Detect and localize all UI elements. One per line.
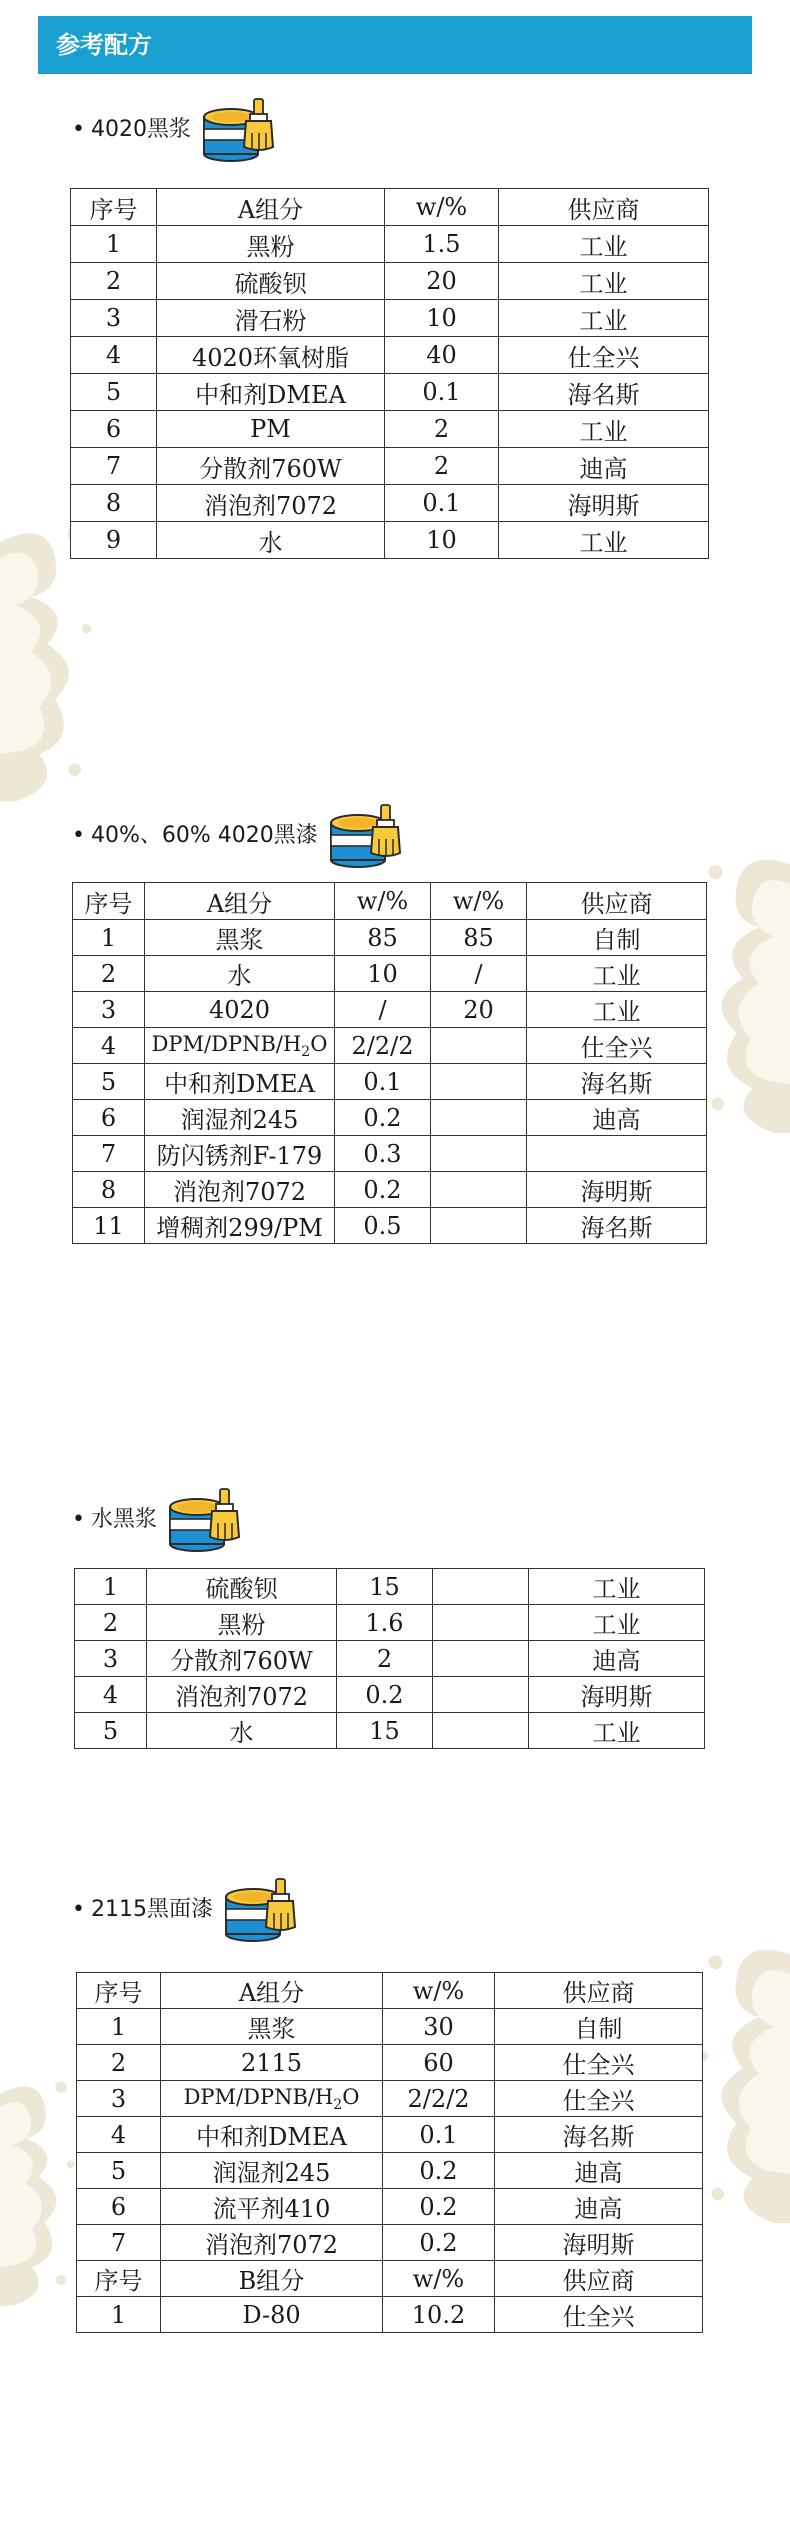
- table-header-cell: 供应商: [527, 883, 707, 920]
- formula-table-black-topcoat: [76, 1972, 703, 2333]
- table-cell: 工业: [527, 956, 707, 992]
- table-cell: 1: [71, 226, 157, 263]
- table-cell: 海名斯: [527, 1208, 707, 1244]
- table-cell: 0.5: [335, 1208, 431, 1244]
- table-row: [71, 411, 709, 448]
- table-cell: 消泡剂7072: [147, 1677, 337, 1713]
- table-row: [77, 2297, 703, 2333]
- table-cell: [431, 1100, 527, 1136]
- table-row: [75, 1677, 705, 1713]
- table-cell: [433, 1677, 529, 1713]
- table-cell: 1: [75, 1569, 147, 1605]
- table-cell: 2: [75, 1605, 147, 1641]
- table-cell: 自制: [527, 920, 707, 956]
- formula-table-black-paint: [72, 882, 707, 1244]
- table-cell: 仕全兴: [495, 2297, 703, 2333]
- table-cell: 0.2: [337, 1677, 433, 1713]
- table-cell: 10.2: [383, 2297, 495, 2333]
- table-cell: 7: [77, 2225, 161, 2261]
- table-row: [77, 2009, 703, 2045]
- table-cell: 海明斯: [529, 1677, 705, 1713]
- paint-can-brush-icon: [165, 1487, 249, 1553]
- table-cell: 黑浆: [161, 2009, 383, 2045]
- table-cell: [431, 1136, 527, 1172]
- table-cell: 9: [71, 522, 157, 559]
- table-cell: 6: [71, 411, 157, 448]
- table-cell: 0.1: [383, 2117, 495, 2153]
- table-row: [71, 448, 709, 485]
- table-cell: 黑粉: [147, 1605, 337, 1641]
- table-row: [71, 337, 709, 374]
- table-row: [75, 1641, 705, 1677]
- table-cell: 0.2: [335, 1172, 431, 1208]
- table-cell: [433, 1605, 529, 1641]
- table-cell: 黑浆: [145, 920, 335, 956]
- table-cell: 7: [73, 1136, 145, 1172]
- table-row: [75, 1569, 705, 1605]
- table-header-row: [77, 1973, 703, 2009]
- table-row: [71, 485, 709, 522]
- table-cell: 15: [337, 1569, 433, 1605]
- formula-table-water-black-paste: [74, 1568, 705, 1749]
- table-cell: 60: [383, 2045, 495, 2081]
- table-cell: 消泡剂7072: [145, 1172, 335, 1208]
- table-cell: 1: [73, 920, 145, 956]
- table-header-cell: 序号: [77, 1973, 161, 2009]
- paint-can-brush-icon: [221, 1877, 305, 1943]
- table-cell: [431, 1172, 527, 1208]
- table-cell: 85: [431, 920, 527, 956]
- table-cell: 水: [147, 1713, 337, 1749]
- table-cell: 消泡剂7072: [161, 2225, 383, 2261]
- table-cell: 4: [73, 1028, 145, 1064]
- table-cell: 0.2: [383, 2189, 495, 2225]
- table-row: [73, 920, 707, 956]
- table-cell: 1.5: [385, 226, 499, 263]
- table-cell: 海名斯: [527, 1064, 707, 1100]
- table-cell: 中和剂DMEA: [161, 2117, 383, 2153]
- table-header-cell: w/%: [383, 2261, 495, 2297]
- table-cell: 0.1: [385, 485, 499, 522]
- table-cell: 海明斯: [527, 1172, 707, 1208]
- table-header-cell: 序号: [77, 2261, 161, 2297]
- table-row: [73, 1028, 707, 1064]
- table-cell: 4: [75, 1677, 147, 1713]
- formula-table-black-paste: [70, 188, 709, 559]
- table-cell: 10: [335, 956, 431, 992]
- table-row: [75, 1713, 705, 1749]
- table-row: [73, 956, 707, 992]
- table-row: [71, 263, 709, 300]
- table-cell: DPM/$DPNB/H_2O$: [145, 1028, 335, 1064]
- table-cell: DPM/$DPNB/H_2O$: [161, 2081, 383, 2117]
- table-cell: 中和剂DMEA: [145, 1064, 335, 1100]
- table-cell: 工业: [527, 992, 707, 1028]
- table-cell: 仕全兴: [495, 2081, 703, 2117]
- table-cell: [431, 1208, 527, 1244]
- table-cell: 增稠剂299/PM: [145, 1208, 335, 1244]
- section-title-black-topcoat: • 2115黑面漆: [72, 1880, 305, 1940]
- table-cell: 海名斯: [499, 374, 709, 411]
- paint-can-brush-icon: [326, 803, 410, 869]
- table-cell: 工业: [499, 411, 709, 448]
- table-row: [75, 1605, 705, 1641]
- table-cell: 8: [73, 1172, 145, 1208]
- table-cell: 15: [337, 1713, 433, 1749]
- table-cell: 2/2/2: [335, 1028, 431, 1064]
- table-cell: 0.1: [385, 374, 499, 411]
- table-cell: 仕全兴: [527, 1028, 707, 1064]
- table-row: [73, 1064, 707, 1100]
- table-cell: 仕全兴: [495, 2045, 703, 2081]
- table-row: [73, 1208, 707, 1244]
- table-cell: /: [431, 956, 527, 992]
- table-cell: 分散剂760W: [157, 448, 385, 485]
- paint-can-brush-icon: [199, 97, 283, 163]
- table-cell: 海名斯: [495, 2117, 703, 2153]
- table-cell: 1: [77, 2297, 161, 2333]
- table-header-cell: 序号: [73, 883, 145, 920]
- table-row: [77, 2153, 703, 2189]
- table-cell: 3: [71, 300, 157, 337]
- section-title-label: 4020黑浆: [90, 117, 191, 142]
- table-row: [71, 522, 709, 559]
- table-cell: 1: [77, 2009, 161, 2045]
- table-row: [71, 374, 709, 411]
- table-cell: 滑石粉: [157, 300, 385, 337]
- table-row: [73, 1172, 707, 1208]
- table-row: [77, 2081, 703, 2117]
- table-cell: 工业: [529, 1713, 705, 1749]
- table-header-cell: w/%: [385, 189, 499, 226]
- table-header-cell: A组分: [161, 1973, 383, 2009]
- table-cell: 2: [73, 956, 145, 992]
- table-header-cell: A组分: [157, 189, 385, 226]
- table-cell: 5: [77, 2153, 161, 2189]
- table-cell: 润湿剂245: [161, 2153, 383, 2189]
- table-header-cell: w/%: [431, 883, 527, 920]
- table-cell: 海明斯: [499, 485, 709, 522]
- table-cell: 工业: [529, 1569, 705, 1605]
- table-cell: 2/2/2: [383, 2081, 495, 2117]
- table-header-cell: A组分: [145, 883, 335, 920]
- table-cell: 5: [73, 1064, 145, 1100]
- table-cell: 4020: [145, 992, 335, 1028]
- table-cell: 4: [71, 337, 157, 374]
- table-cell: 2115: [161, 2045, 383, 2081]
- table-cell: 6: [73, 1100, 145, 1136]
- table-cell: [431, 1028, 527, 1064]
- table-cell: 水: [145, 956, 335, 992]
- table-row: [77, 2225, 703, 2261]
- table-row: [77, 2045, 703, 2081]
- table-cell: 2: [71, 263, 157, 300]
- table-cell: 流平剂410: [161, 2189, 383, 2225]
- table-cell: 4020环氧树脂: [157, 337, 385, 374]
- table-row: [71, 226, 709, 263]
- table-cell: 仕全兴: [499, 337, 709, 374]
- table-cell: 工业: [529, 1605, 705, 1641]
- table-header-cell: w/%: [383, 1973, 495, 2009]
- table-cell: 5: [75, 1713, 147, 1749]
- table-cell: 消泡剂7072: [157, 485, 385, 522]
- table-cell: 5: [71, 374, 157, 411]
- table-row: [73, 1136, 707, 1172]
- table-cell: 0.1: [335, 1064, 431, 1100]
- table-cell: 迪高: [529, 1641, 705, 1677]
- table-cell: 工业: [499, 522, 709, 559]
- table-cell: 润湿剂245: [145, 1100, 335, 1136]
- table-row: [77, 2117, 703, 2153]
- table-header-cell: 序号: [71, 189, 157, 226]
- table-cell: 0.2: [383, 2153, 495, 2189]
- section-title-label: 水黑浆: [90, 1507, 157, 1532]
- table-cell: [433, 1641, 529, 1677]
- table-cell: 85: [335, 920, 431, 956]
- table-cell: [433, 1713, 529, 1749]
- table-cell: 0.2: [335, 1100, 431, 1136]
- table-cell: 自制: [495, 2009, 703, 2045]
- table-cell: 10: [385, 522, 499, 559]
- page-header: 参考配方: [38, 16, 752, 74]
- table-cell: 0.2: [383, 2225, 495, 2261]
- table-cell: 2: [337, 1641, 433, 1677]
- table-cell: 迪高: [499, 448, 709, 485]
- table-cell: 2: [385, 448, 499, 485]
- table-cell: D-80: [161, 2297, 383, 2333]
- table-header-cell: w/%: [335, 883, 431, 920]
- table-cell: 2: [77, 2045, 161, 2081]
- section-title-black-paint: • 40%、60% 4020黑漆: [72, 806, 410, 866]
- table-cell: PM: [157, 411, 385, 448]
- table-cell: 迪高: [495, 2189, 703, 2225]
- table-cell: 工业: [499, 263, 709, 300]
- table-cell: 3: [77, 2081, 161, 2117]
- table-cell: 30: [383, 2009, 495, 2045]
- section-title-black-paste: • 4020黑浆: [72, 100, 283, 160]
- table-cell: 0.3: [335, 1136, 431, 1172]
- table-cell: 硫酸钡: [147, 1569, 337, 1605]
- table-header-cell: 供应商: [495, 2261, 703, 2297]
- table-header-cell: 供应商: [495, 1973, 703, 2009]
- table-cell: 6: [77, 2189, 161, 2225]
- table-cell: 水: [157, 522, 385, 559]
- table-cell: 工业: [499, 226, 709, 263]
- table-cell: 海明斯: [495, 2225, 703, 2261]
- table-cell: /: [335, 992, 431, 1028]
- table-cell: 20: [385, 263, 499, 300]
- table-header-cell: B组分: [161, 2261, 383, 2297]
- table-header-cell: 供应商: [499, 189, 709, 226]
- table-header-row: [77, 2261, 703, 2297]
- table-cell: 硫酸钡: [157, 263, 385, 300]
- table-header-row: [71, 189, 709, 226]
- table-cell: [431, 1064, 527, 1100]
- section-title-label: 2115黑面漆: [90, 1897, 213, 1922]
- table-cell: 2: [385, 411, 499, 448]
- table-cell: 7: [71, 448, 157, 485]
- table-cell: 8: [71, 485, 157, 522]
- table-cell: 10: [385, 300, 499, 337]
- table-header-row: [73, 883, 707, 920]
- table-cell: 防闪锈剂F-179: [145, 1136, 335, 1172]
- table-cell: 黑粉: [157, 226, 385, 263]
- table-cell: 3: [75, 1641, 147, 1677]
- table-cell: 工业: [499, 300, 709, 337]
- table-row: [73, 1100, 707, 1136]
- table-cell: 中和剂DMEA: [157, 374, 385, 411]
- table-row: [73, 992, 707, 1028]
- table-cell: 分散剂760W: [147, 1641, 337, 1677]
- table-row: [77, 2189, 703, 2225]
- table-row: [71, 300, 709, 337]
- table-cell: 11: [73, 1208, 145, 1244]
- table-cell: 迪高: [527, 1100, 707, 1136]
- table-cell: 20: [431, 992, 527, 1028]
- table-cell: 1.6: [337, 1605, 433, 1641]
- table-cell: 4: [77, 2117, 161, 2153]
- table-cell: [527, 1136, 707, 1172]
- section-title-label: 40%、60% 4020黑漆: [90, 823, 318, 848]
- table-cell: [433, 1569, 529, 1605]
- table-cell: 3: [73, 992, 145, 1028]
- section-title-water-black-paste: • 水黑浆: [72, 1490, 249, 1550]
- table-cell: 迪高: [495, 2153, 703, 2189]
- table-cell: 40: [385, 337, 499, 374]
